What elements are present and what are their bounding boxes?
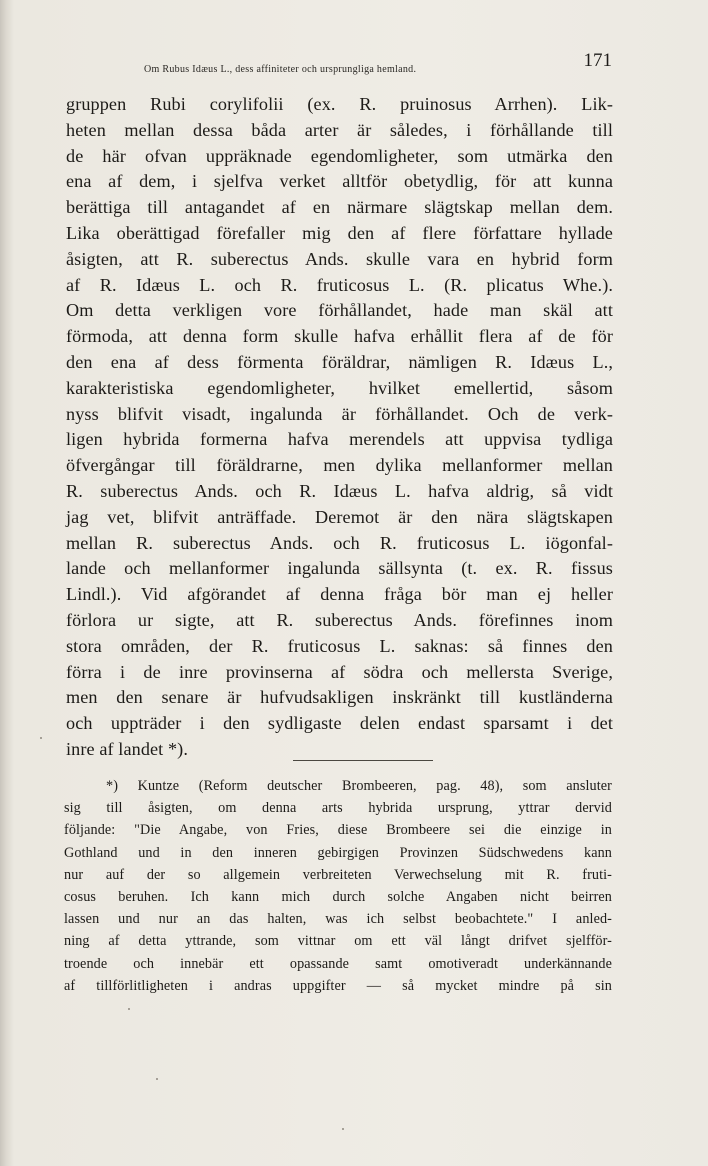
body-line: Lindl.). Vid afgörandet af denna fråga bör man ej heller (66, 584, 613, 605)
body-line: åsigten, att R. suberectus Ands. skulle vara en hybrid form (66, 248, 613, 269)
body-line: ligen hybrida formerna hafva merendels att uppvisa tydliga (66, 429, 613, 450)
footnote-line: cosus beruhen. Ich kann mich durch solche Angaben nicht beirren (64, 888, 612, 905)
running-head: Om Rubus Idæus L., dess affiniteter och ursprungliga hemland. (144, 64, 417, 75)
body-line: Lika oberättigad förefaller mig den af flere författare hyllade (66, 222, 613, 243)
body-line: mellan R. suberectus Ands. och R. fruticosus L. iögonfal- (66, 532, 613, 553)
paper-speck (342, 1128, 344, 1130)
body-line: lande och mellanformer ingalunda sällsynta (t. ex. R. fissus (66, 558, 613, 579)
paper-speck (156, 1078, 158, 1080)
paper-speck (128, 1008, 130, 1010)
footnote-line: *) Kuntze (Reform deutscher Brombeeren, pag. 48), som ansluter (106, 778, 612, 794)
footnote-line: af tillförlitligheten i andras uppgifter — så mycket mindre på sin (64, 977, 612, 994)
body-line: förlora ur sigte, att R. suberectus Ands. förefinnes inom (66, 609, 613, 630)
footnote-line: följande: "Die Angabe, von Fries, diese Brombeere sei die einzige in (64, 822, 612, 839)
paper-speck (40, 737, 42, 739)
footnote-line: sig till åsigten, om denna arts hybrida ursprung, yttrar dervid (64, 800, 612, 817)
body-line: men den senare är hufvudsakligen inskränkt till kustländerna (66, 687, 613, 708)
footnote-line: troende och innebär ett opassande samt omotiveradt underkännande (64, 955, 612, 972)
body-line: inre af landet *). (66, 738, 188, 759)
body-line: och uppträder i den sydligaste delen endast sparsamt i det (66, 713, 613, 734)
footnote-line: ning af detta yttrande, som vittnar om ett väl långt drifvet sjelfför- (64, 933, 612, 950)
body-line: jag vet, blifvit anträffade. Deremot är den nära slägtskapen (66, 506, 613, 527)
body-line: öfvergångar till föräldrarne, men dylika mellanformer mellan (66, 455, 613, 476)
body-line: af R. Idæus L. och R. fruticosus L. (R. plicatus Whe.). (66, 274, 613, 295)
body-line: nyss blifvit visadt, ingalunda är förhållandet. Och de verk- (66, 403, 613, 424)
footnote-separator (293, 760, 433, 761)
body-line: karakteristiska egendomligheter, hvilket emellertid, såsom (66, 377, 613, 398)
body-text (66, 92, 613, 763)
body-line: gruppen Rubi corylifolii (ex. R. pruinosus Arrhen). Lik- (66, 94, 613, 114)
footnote-line: lassen und nur an das halten, was ich selbst beobachtete." I anled- (64, 911, 612, 928)
body-line: de här ofvan uppräknade egendomligheter, som utmärka den (66, 145, 613, 166)
footnote-line: nur auf der so allgemein verbreiteten Verwechselung mit R. fruti- (64, 866, 612, 883)
body-line: berättiga till antagandet af en närmare slägtskap mellan dem. (66, 197, 613, 218)
body-line: R. suberectus Ands. och R. Idæus L. hafva aldrig, så vidt (66, 480, 613, 501)
footnote (64, 775, 612, 997)
body-line: den ena af dess förmenta föräldrar, nämligen R. Idæus L., (66, 351, 613, 372)
body-line: Om detta verkligen vore förhållandet, hade man skäl att (66, 300, 613, 321)
body-line: stora områden, der R. fruticosus L. saknas: så finnes den (66, 635, 613, 656)
footnote-line: Gothland und in den inneren gebirgigen Provinzen Südschwedens kann (64, 844, 612, 861)
body-line: ena af dem, i sjelfva verket alltför obetydlig, för att kunna (66, 171, 613, 192)
body-line: förmoda, att denna form skulle hafva erhållit flera af de för (66, 326, 613, 347)
page-number: 171 (583, 50, 612, 71)
body-line: förra i de inre provinserna af södra och mellersta Sverige, (66, 661, 613, 682)
body-line: heten mellan dessa båda arter är således, i förhållande till (66, 119, 613, 140)
page-header (64, 50, 612, 84)
